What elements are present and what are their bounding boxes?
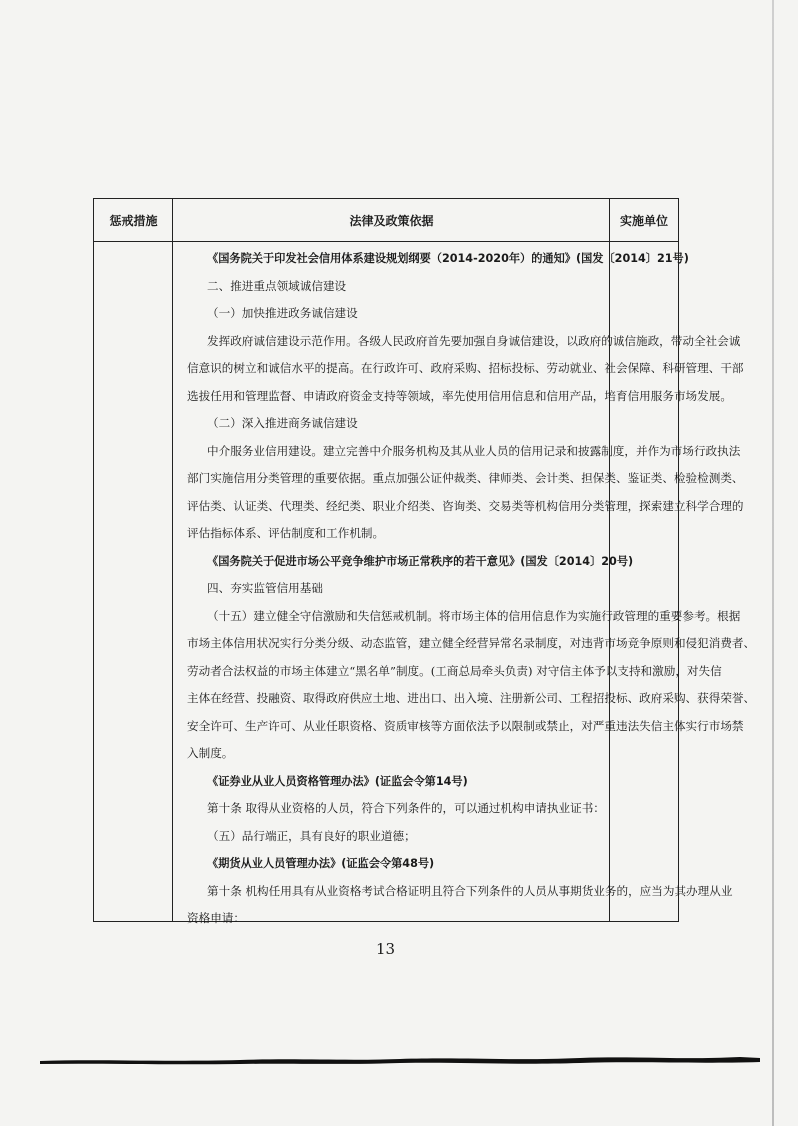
text-line: （一）加快推进政务诚信建设 — [207, 306, 358, 320]
text-line: 发挥政府诚信建设示范作用。各级人民政府首先要加强自身诚信建设，以政府的诚信施政，带动全社会诚 — [207, 333, 741, 348]
text-line: 第十条 取得从业资格的人员，符合下列条件的，可以通过机构申请执业证书： — [207, 801, 605, 815]
text-line: （十五）建立健全守信激励和失信惩戒机制。将市场主体的信用信息作为实施行政管理的重要参考。根据 — [207, 608, 741, 623]
page-edge — [772, 0, 774, 1126]
text-line: 评估类、认证类、代理类、经纪类、职业介绍类、咨询类、交易类等机构信用分类管理，探索建立科学合理的 — [187, 498, 744, 513]
table-header-row — [94, 199, 678, 242]
text-line: 评估指标体系、评估制度和工作机制。 — [187, 526, 385, 540]
text-line: 入制度。 — [187, 746, 234, 760]
text-line: 第十条 机构任用具有从业资格考试合格证明且符合下列条件的人员从事期货业务的，应当为其办理从业 — [207, 883, 733, 898]
bottom-rule-line — [40, 1052, 760, 1066]
text-line: 四、夯实监管信用基础 — [207, 581, 323, 595]
text-line: 信意识的树立和诚信水平的提高。在行政许可、政府采购、招标投标、劳动就业、社会保障、科研管理、干部 — [187, 361, 744, 375]
text-line: （二）深入推进商务诚信建设 — [207, 416, 358, 430]
document-citation: 《国务院关于印发社会信用体系建设规划纲要（2014-2020年）的通知》(国发〔2014〕21号) — [207, 252, 689, 265]
page-number: 13 — [376, 940, 396, 958]
text-line: 主体在经营、投融资、取得政府供应土地、进出口、出入境、注册新公司、工程招投标、政府采购、获得荣誉、 — [187, 691, 756, 705]
header-implementing-unit: 实施单位 — [619, 214, 668, 228]
text-line: （五）品行端正，具有良好的职业道德； — [207, 828, 416, 843]
policy-table — [93, 198, 756, 925]
text-line: 部门实施信用分类管理的重要依据。重点加强公证仲裁类、律师类、会计类、担保类、鉴证类、检验检测类、 — [187, 471, 744, 485]
text-line: 市场主体信用状况实行分类分级、动态监管，建立健全经营异常名录制度，对违背市场竞争原则和侵犯消费者、 — [187, 636, 756, 650]
text-line: 安全许可、生产许可、从业任职资格、资质审核等方面依法予以限制或禁止，对严重违法失信主体实行市场禁 — [187, 718, 744, 733]
document-citation: 《国务院关于促进市场公平竞争维护市场正常秩序的若干意见》(国发〔2014〕20号) — [207, 554, 634, 568]
header-punishment-measures: 惩戒措施 — [109, 214, 158, 228]
text-line: 二、推进重点领域诚信建设 — [207, 278, 347, 293]
legal-basis-content — [173, 242, 756, 933]
text-line: 资格申请： — [187, 911, 245, 925]
text-line: 中介服务业信用建设。建立完善中介服务机构及其从业人员的信用记录和披露制度，并作为市场行政执法 — [207, 443, 741, 458]
header-legal-basis: 法律及政策依据 — [349, 214, 434, 228]
text-line: 选拔任用和管理监督、申请政府资金支持等领域，率先使用信用信息和信用产品，培育信用服务市场发展。 — [187, 388, 732, 403]
document-citation: 《证券业从业人员资格管理办法》(证监会令第14号) — [207, 774, 468, 788]
text-line: 劳动者合法权益的市场主体建立“黑名单”制度。(工商总局牵头负责) 对守信主体予以支持和激励，对失信 — [187, 663, 722, 678]
document-citation: 《期货从业人员管理办法》(证监会令第48号) — [207, 857, 435, 870]
